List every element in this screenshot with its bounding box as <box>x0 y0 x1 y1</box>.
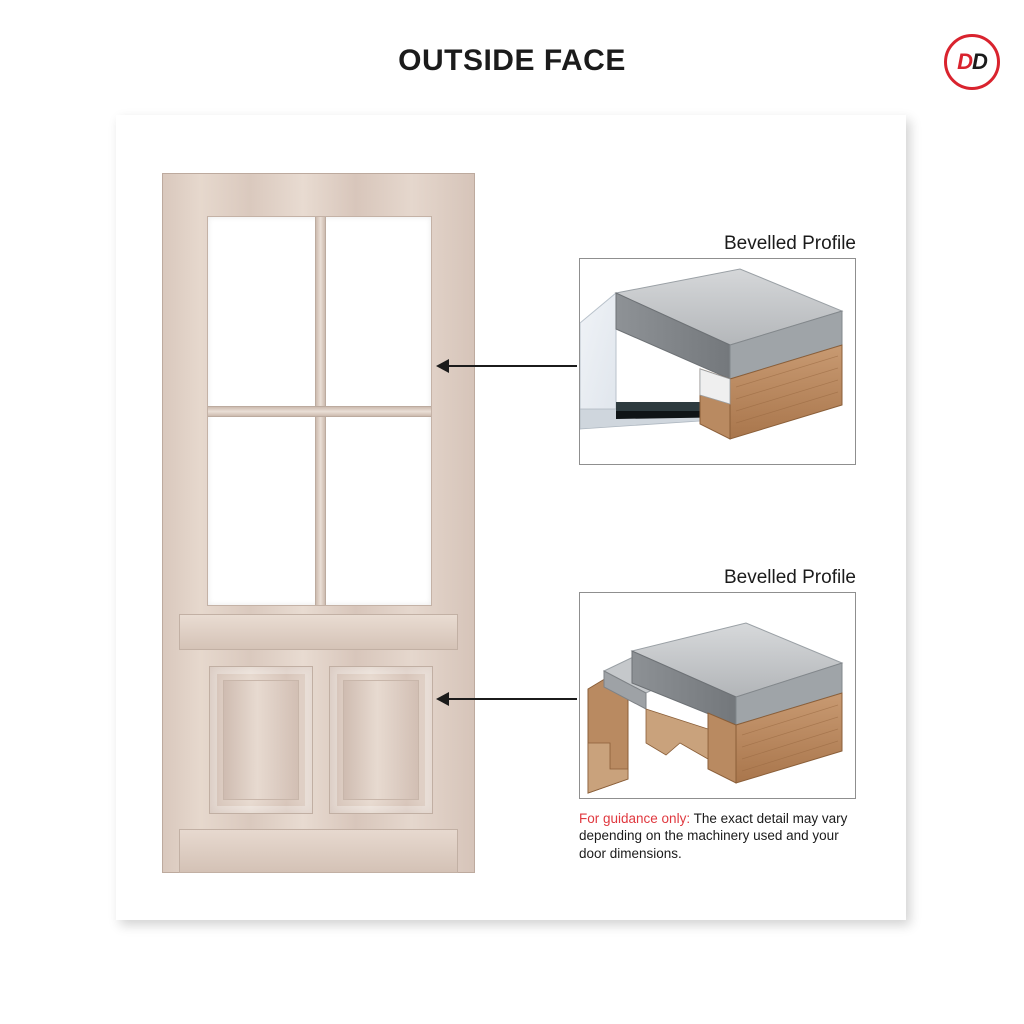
logo-letter-2: D <box>972 49 987 74</box>
guidance-text: The exact detail may vary depending on the machinery used and your door dimensions. <box>579 811 848 861</box>
callout-arrow-1-line <box>449 365 577 367</box>
bevelled-profile-diagram-1 <box>579 258 856 465</box>
logo-letter-1: D <box>957 49 972 74</box>
bevelled-profile-icon <box>580 593 856 799</box>
dd-logo <box>944 34 1000 90</box>
detail-label-1: Bevelled Profile <box>723 233 856 254</box>
diagram-card <box>116 115 906 920</box>
callout-arrow-2-head <box>436 692 449 706</box>
callout-arrow-2-line <box>449 698 577 700</box>
door-panel-left-inner <box>223 680 299 800</box>
callout-arrow-1-head <box>436 359 449 373</box>
door-panel-left <box>209 666 313 814</box>
bevelled-profile-icon <box>580 259 856 465</box>
door-panel-right <box>329 666 433 814</box>
guidance-note <box>579 810 869 862</box>
door-bottom-rail <box>179 829 458 873</box>
door-illustration <box>162 173 475 873</box>
glazing-bar-horizontal <box>208 406 431 417</box>
door-mid-rail <box>179 614 458 650</box>
logo-text <box>957 51 987 73</box>
detail-label-2: Bevelled Profile <box>723 567 856 588</box>
door-frame <box>163 174 474 872</box>
guidance-emphasis: For guidance only: <box>579 811 691 826</box>
bevelled-profile-diagram-2 <box>579 592 856 799</box>
page-title: OUTSIDE FACE <box>398 44 626 77</box>
glazed-area <box>207 216 432 606</box>
door-panel-right-inner <box>343 680 419 800</box>
